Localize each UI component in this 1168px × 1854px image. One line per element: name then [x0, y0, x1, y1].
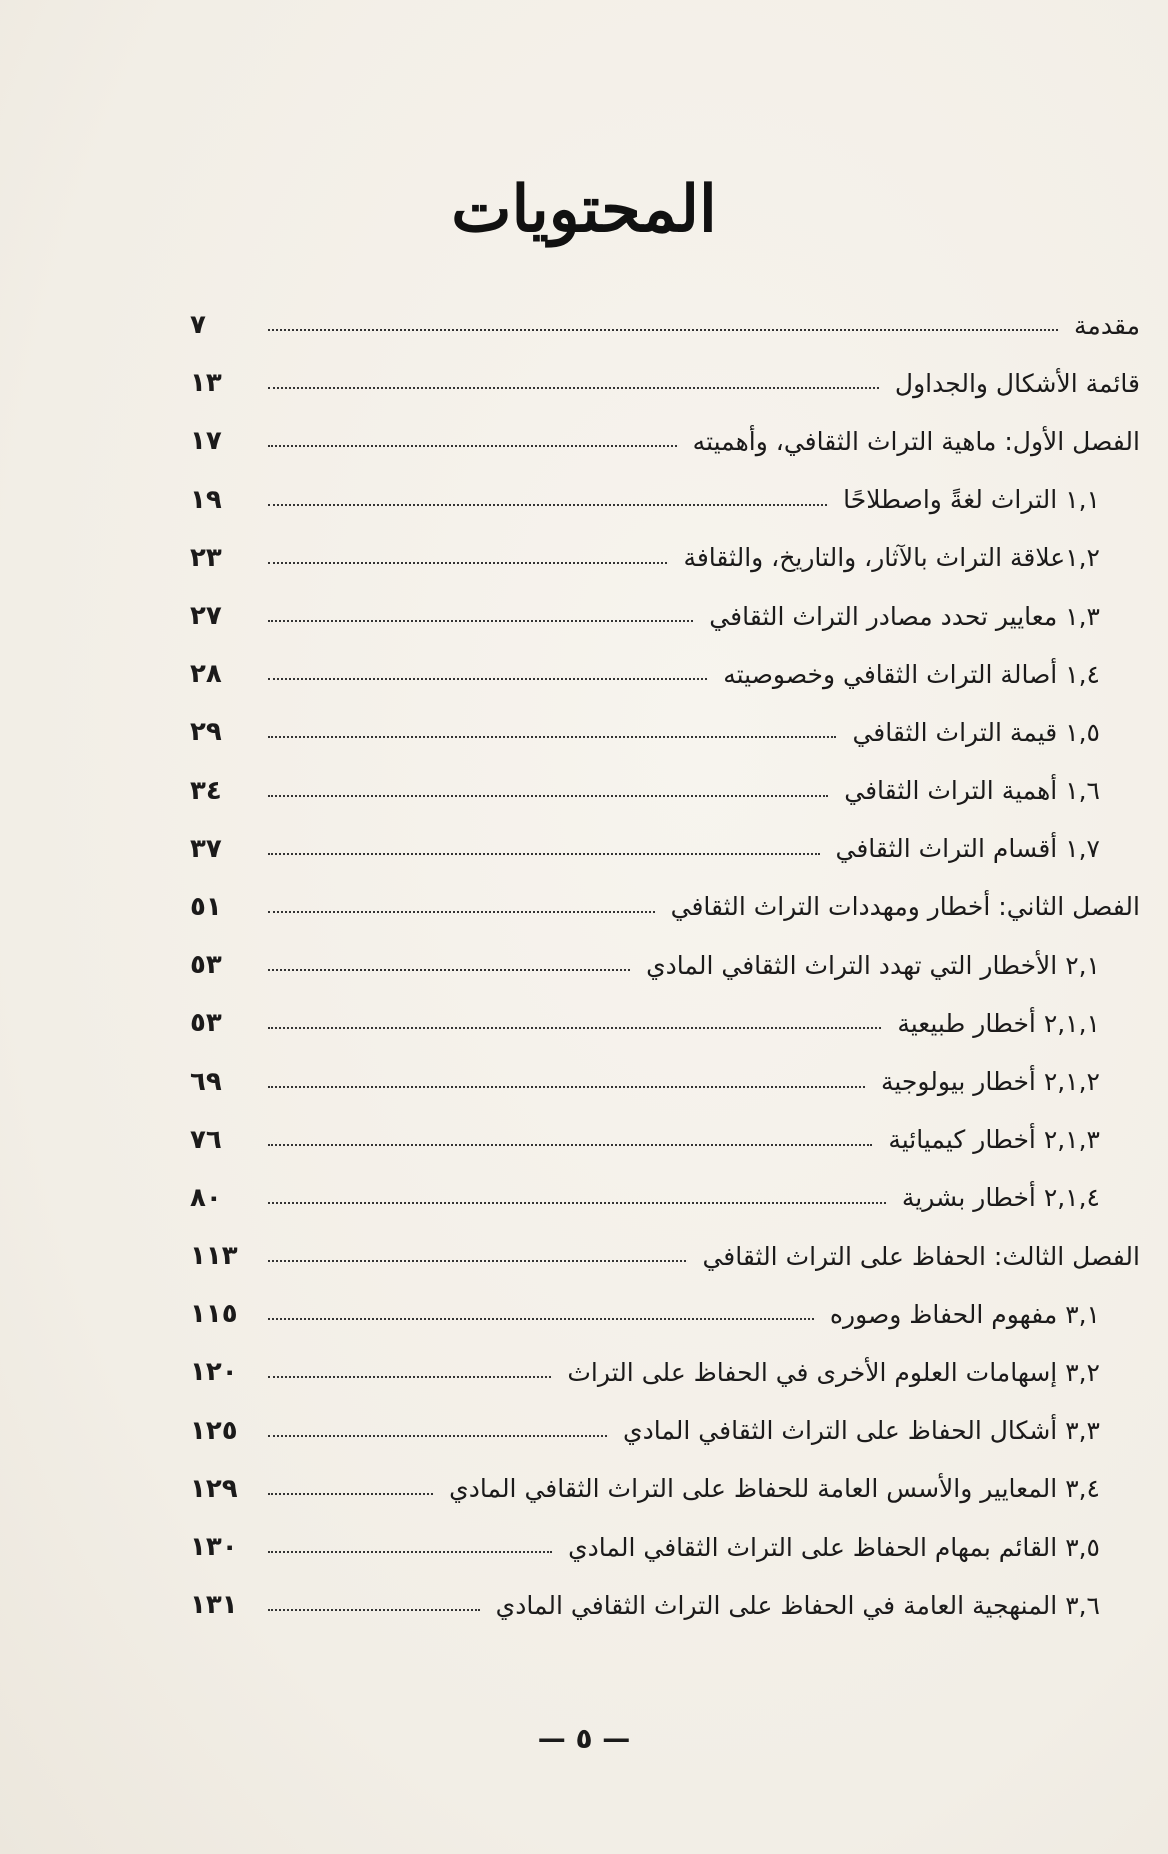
toc-entry	[190, 1052, 1140, 1110]
dot-leader	[268, 1260, 686, 1262]
toc-entry-page-number: ٦٩	[190, 1066, 222, 1097]
toc-entry-title: قائمة الأشكال والجداول	[894, 368, 1140, 398]
toc-entry-title: ٢,١,٤ أخطار بشرية	[901, 1183, 1100, 1213]
toc-entry-title: الفصل الثاني: أخطار ومهددات التراث الثقافي	[670, 892, 1140, 922]
toc-entry-page-number: ١٩	[190, 484, 222, 515]
toc-entry-title: ١,٦ أهمية التراث الثقافي	[844, 776, 1100, 806]
dot-leader	[268, 1493, 433, 1495]
toc-entry-page-number: ١٣٠	[190, 1532, 238, 1563]
toc-entry	[190, 1285, 1140, 1343]
toc-entry	[190, 703, 1140, 761]
toc-entry	[190, 587, 1140, 645]
toc-entry	[190, 296, 1140, 354]
toc-entry-page-number: ١٣١	[190, 1590, 238, 1621]
toc-entry-title: الفصل الثالث: الحفاظ على التراث الثقافي	[702, 1241, 1140, 1271]
toc-entry-page-number: ٨٠	[190, 1182, 222, 1213]
toc-entry	[190, 1460, 1140, 1518]
toc-entry	[190, 1227, 1140, 1285]
toc-entry-title: ١,٢علاقة التراث بالآثار، والتاريخ، والثقافة	[683, 543, 1100, 573]
dot-leader	[268, 387, 879, 389]
toc-entry	[190, 936, 1140, 994]
dot-leader	[268, 504, 827, 506]
toc-entry-page-number: ٥٣	[190, 950, 222, 981]
toc-entry	[190, 1518, 1140, 1576]
toc-entry-page-number: ٥٣	[190, 1008, 222, 1039]
toc-entry-page-number: ١١٣	[190, 1241, 238, 1272]
toc-entry	[190, 1111, 1140, 1169]
toc-entry-page-number: ٥١	[190, 891, 222, 922]
page-title: المحتويات	[451, 172, 717, 247]
dot-leader	[268, 736, 836, 738]
toc-entry-page-number: ١٢٠	[190, 1357, 238, 1388]
toc-entry-page-number: ١٢٥	[190, 1415, 238, 1446]
toc-entry-title: ٢,١ الأخطار التي تهدد التراث الثقافي المادي	[646, 950, 1100, 980]
dot-leader	[268, 969, 630, 971]
toc-entry-title: ٣,٣ أشكال الحفاظ على التراث الثقافي المادي	[623, 1416, 1100, 1446]
toc-entry	[190, 471, 1140, 529]
toc-entry	[190, 762, 1140, 820]
toc-entry-page-number: ١١٥	[190, 1299, 238, 1330]
toc-entry	[190, 354, 1140, 412]
dot-leader	[268, 911, 655, 913]
toc-entry-page-number: ٣٧	[190, 833, 222, 864]
toc-entry-title: ٢,١,٢ أخطار بيولوجية	[880, 1067, 1100, 1097]
dot-leader	[268, 795, 828, 797]
toc-entry-title: ١,١ التراث لغةً واصطلاحًا	[843, 485, 1100, 515]
dot-leader	[268, 1027, 881, 1029]
toc-entry-title: ٢,١,١ أخطار طبيعية	[897, 1008, 1100, 1038]
dot-leader	[268, 329, 1058, 331]
dot-leader	[268, 1376, 551, 1378]
toc-entry-title: ١,٤ أصالة التراث الثقافي وخصوصيته	[723, 659, 1100, 689]
dot-leader	[268, 1318, 814, 1320]
dot-leader	[268, 445, 677, 447]
dot-leader	[268, 620, 693, 622]
toc-entry	[190, 529, 1140, 587]
toc-entry-page-number: ١٢٩	[190, 1473, 238, 1504]
dot-leader	[268, 1144, 872, 1146]
dot-leader	[268, 678, 707, 680]
toc-entry	[190, 412, 1140, 470]
toc-entry-title: الفصل الأول: ماهية التراث الثقافي، وأهميته	[692, 426, 1140, 456]
toc-entry-title: ٣,٦ المنهجية العامة في الحفاظ على التراث الثقافي المادي	[495, 1590, 1100, 1620]
dot-leader	[268, 853, 820, 855]
dot-leader	[268, 1086, 865, 1088]
toc-entry-page-number: ٧	[190, 310, 206, 341]
toc-entry-title: ١,٥ قيمة التراث الثقافي	[852, 717, 1100, 747]
toc-entry	[190, 1576, 1140, 1634]
toc-entry-title: ٣,٤ المعايير والأسس العامة للحفاظ على التراث الثقافي المادي	[449, 1474, 1100, 1504]
dot-leader	[268, 562, 667, 564]
toc-entry	[190, 820, 1140, 878]
toc-entry-page-number: ٢٧	[190, 601, 222, 632]
toc-entry	[190, 1343, 1140, 1401]
toc-entry-page-number: ٣٤	[190, 775, 222, 806]
toc-entry	[190, 878, 1140, 936]
toc-entry	[190, 645, 1140, 703]
dot-leader	[268, 1435, 607, 1437]
toc-entry-title: ١,٣ معايير تحدد مصادر التراث الثقافي	[709, 601, 1100, 631]
table-of-contents	[190, 296, 1140, 1634]
page-number-footer: — ٥ —	[537, 1722, 631, 1755]
toc-entry	[190, 1169, 1140, 1227]
toc-entry	[190, 994, 1140, 1052]
dot-leader	[268, 1551, 552, 1553]
toc-entry-title: ٣,٥ القائم بمهام الحفاظ على التراث الثقافي المادي	[568, 1532, 1100, 1562]
dot-leader	[268, 1202, 886, 1204]
toc-entry-page-number: ٢٣	[190, 542, 222, 573]
toc-entry-page-number: ٧٦	[190, 1124, 222, 1155]
toc-entry-title: ٢,١,٣ أخطار كيميائية	[888, 1125, 1100, 1155]
dot-leader	[268, 1609, 480, 1611]
toc-entry-page-number: ١٧	[190, 426, 222, 457]
toc-entry	[190, 1402, 1140, 1460]
toc-entry-title: ١,٧ أقسام التراث الثقافي	[835, 834, 1100, 864]
toc-entry-page-number: ٢٩	[190, 717, 222, 748]
toc-entry-title: ٣,١ مفهوم الحفاظ وصوره	[829, 1299, 1100, 1329]
toc-entry-page-number: ٢٨	[190, 659, 222, 690]
toc-entry-title: ٣,٢ إسهامات العلوم الأخرى في الحفاظ على التراث	[567, 1357, 1100, 1387]
toc-entry-title: مقدمة	[1074, 310, 1140, 340]
toc-entry-page-number: ١٣	[190, 368, 222, 399]
